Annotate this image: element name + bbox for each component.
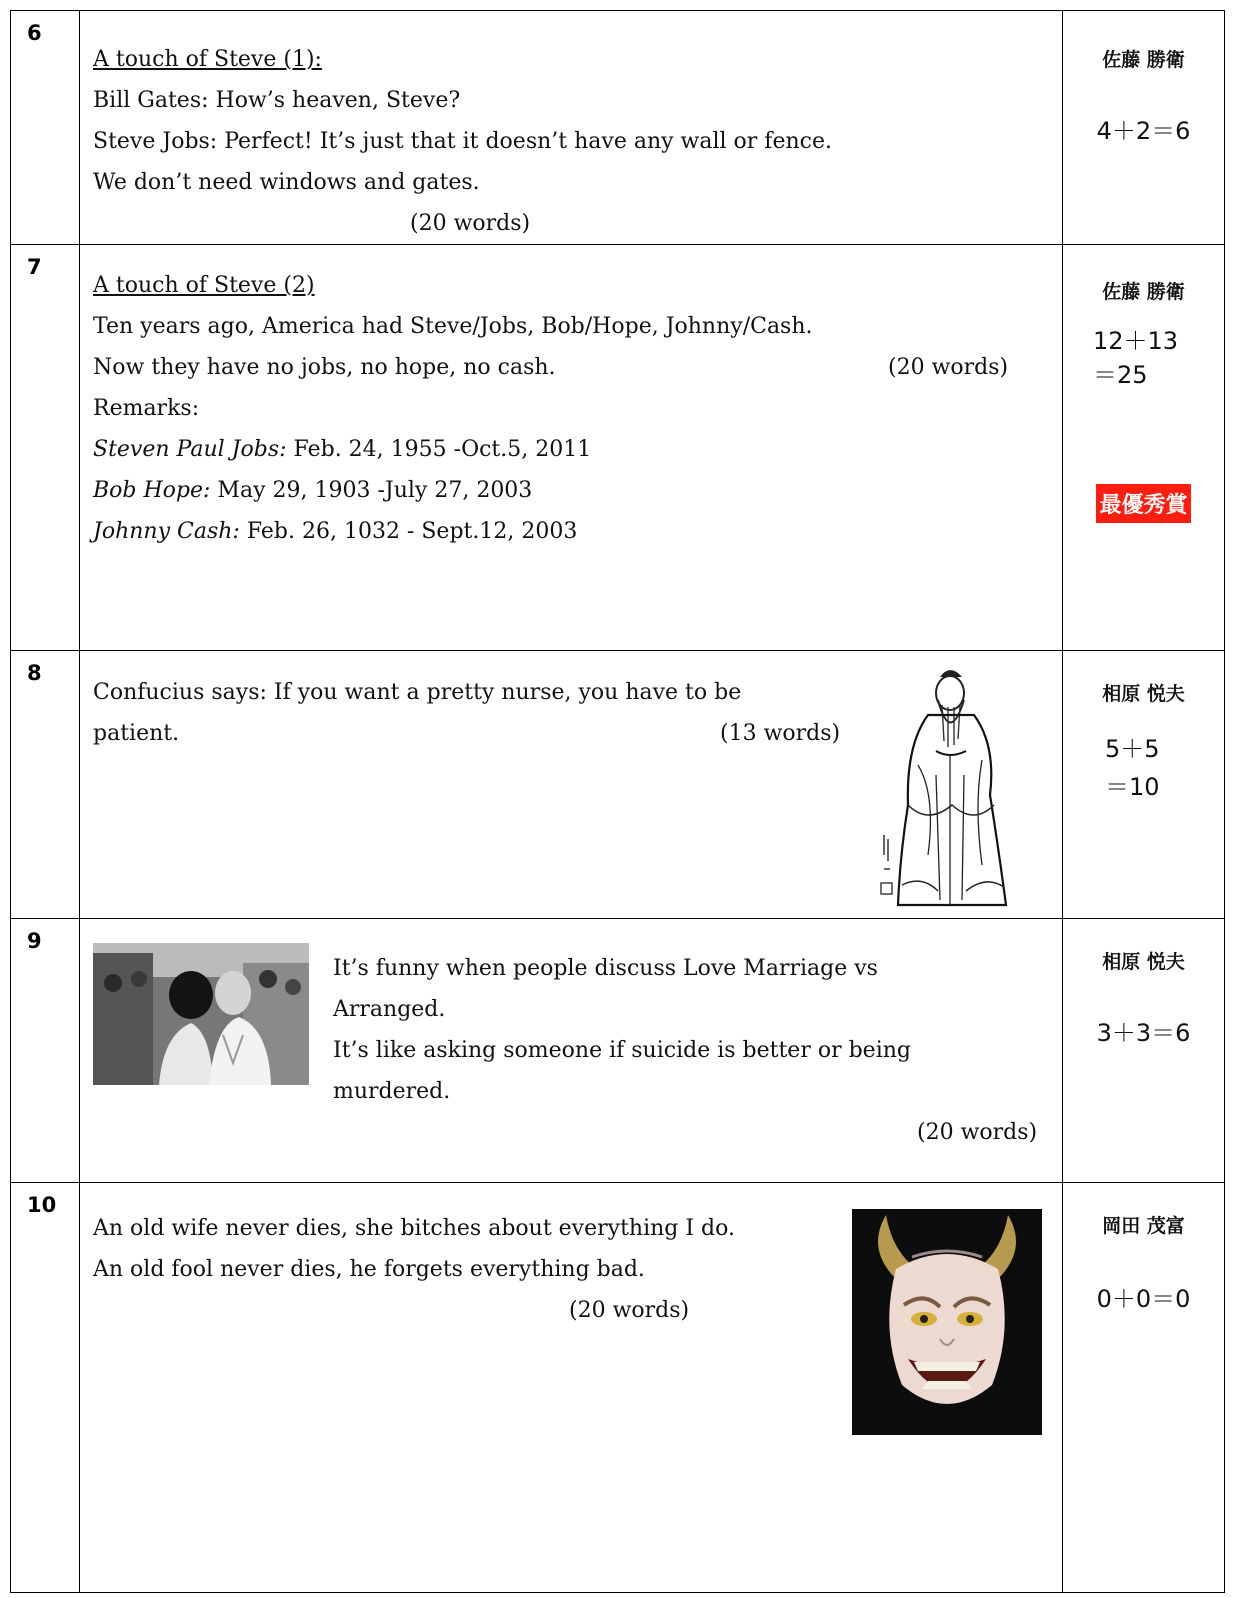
- entry-line: It’s like asking someone if suicide is better or being: [333, 1038, 911, 1063]
- entry-row-6: [11, 11, 1225, 245]
- remark-dates: May 29, 1903 -July 27, 2003: [210, 478, 533, 503]
- word-count: (20 words): [569, 1298, 690, 1323]
- entry-body: [80, 651, 1063, 919]
- remark-dates: Feb. 26, 1032 - Sept.12, 2003: [239, 519, 578, 544]
- entry-title: A touch of Steve (2): [93, 273, 315, 298]
- entry-line-text: Now they have no jobs, no hope, no cash.: [93, 355, 556, 380]
- entry-number: 6: [11, 11, 80, 245]
- remark-line: [93, 429, 1062, 470]
- remark-name: Bob Hope:: [93, 478, 211, 503]
- score-line: ＝25: [1093, 361, 1148, 389]
- score-line: ＝10: [1105, 773, 1160, 801]
- score: 0＋0＝0: [1096, 1285, 1191, 1313]
- entry-body: [80, 1183, 1063, 1593]
- hannya-mask-photo: [852, 1209, 1042, 1435]
- score: 4＋2＝6: [1096, 117, 1191, 145]
- entry-line: Arranged.: [333, 997, 446, 1022]
- entry-title: A touch of Steve (1):: [93, 47, 322, 72]
- entry-side: [1063, 919, 1225, 1183]
- word-count: (13 words): [720, 721, 841, 746]
- entry-line: Confucius says: If you want a pretty nurse, you have to be: [93, 680, 742, 705]
- entry-number: 8: [11, 651, 80, 919]
- entry-body: [80, 245, 1063, 651]
- entry-line: [93, 347, 1062, 388]
- entry-line: Steve Jobs: Perfect! It’s just that it doesn’t have any wall or fence.: [93, 129, 832, 154]
- entry-row-8: [11, 651, 1225, 919]
- author-name: 佐藤 勝衛: [1102, 281, 1185, 303]
- author-name: 相原 悦夫: [1102, 951, 1185, 973]
- remark-line: [93, 511, 1062, 552]
- entry-body: [80, 919, 1063, 1183]
- entry-row-9: [11, 919, 1225, 1183]
- entry-body: [80, 11, 1063, 245]
- entry-side: [1063, 651, 1225, 919]
- remark-name: Johnny Cash:: [93, 519, 240, 544]
- kissing-couple-photo: [93, 943, 309, 1085]
- word-count: (20 words): [410, 211, 531, 236]
- remark-dates: Feb. 24, 1955 -Oct.5, 2011: [286, 437, 592, 462]
- score-line: 5＋5: [1105, 735, 1160, 763]
- entry-line: Ten years ago, America had Steve/Jobs, Bob/Hope, Johnny/Cash.: [93, 314, 813, 339]
- entry-side: [1063, 245, 1225, 651]
- author-name: 佐藤 勝衛: [1102, 49, 1185, 71]
- entry-row-7: [11, 245, 1225, 651]
- entry-side: [1063, 1183, 1225, 1593]
- entry-line: We don’t need windows and gates.: [93, 170, 480, 195]
- entry-number: 10: [11, 1183, 80, 1593]
- entry-line-text: patient.: [93, 721, 180, 746]
- author-name: 相原 悦夫: [1102, 683, 1185, 705]
- score-line: 12＋13: [1093, 327, 1179, 355]
- remark-line: [93, 470, 1062, 511]
- entry-line: An old wife never dies, she bitches about everything I do.: [93, 1216, 735, 1241]
- entry-line: It’s funny when people discuss Love Marriage vs: [333, 956, 878, 981]
- author-name: 岡田 茂富: [1102, 1215, 1185, 1237]
- confucius-drawing: [878, 655, 1030, 915]
- entry-row-10: [11, 1183, 1225, 1593]
- entry-line: An old fool never dies, he forgets everything bad.: [93, 1257, 645, 1282]
- score: 3＋3＝6: [1096, 1019, 1191, 1047]
- remark-name: Steven Paul Jobs:: [93, 437, 287, 462]
- score: [1063, 732, 1224, 804]
- score: [1063, 324, 1224, 392]
- word-count: (20 words): [888, 355, 1009, 380]
- entry-line: Bill Gates: How’s heaven, Steve?: [93, 88, 461, 113]
- jokes-table: [10, 10, 1225, 1593]
- remarks-label: Remarks:: [93, 396, 200, 421]
- word-count: (20 words): [917, 1120, 1038, 1145]
- entry-side: [1063, 11, 1225, 245]
- award-badge: 最優秀賞: [1096, 484, 1190, 523]
- entry-line: murdered.: [333, 1079, 451, 1104]
- entry-number: 7: [11, 245, 80, 651]
- entry-number: 9: [11, 919, 80, 1183]
